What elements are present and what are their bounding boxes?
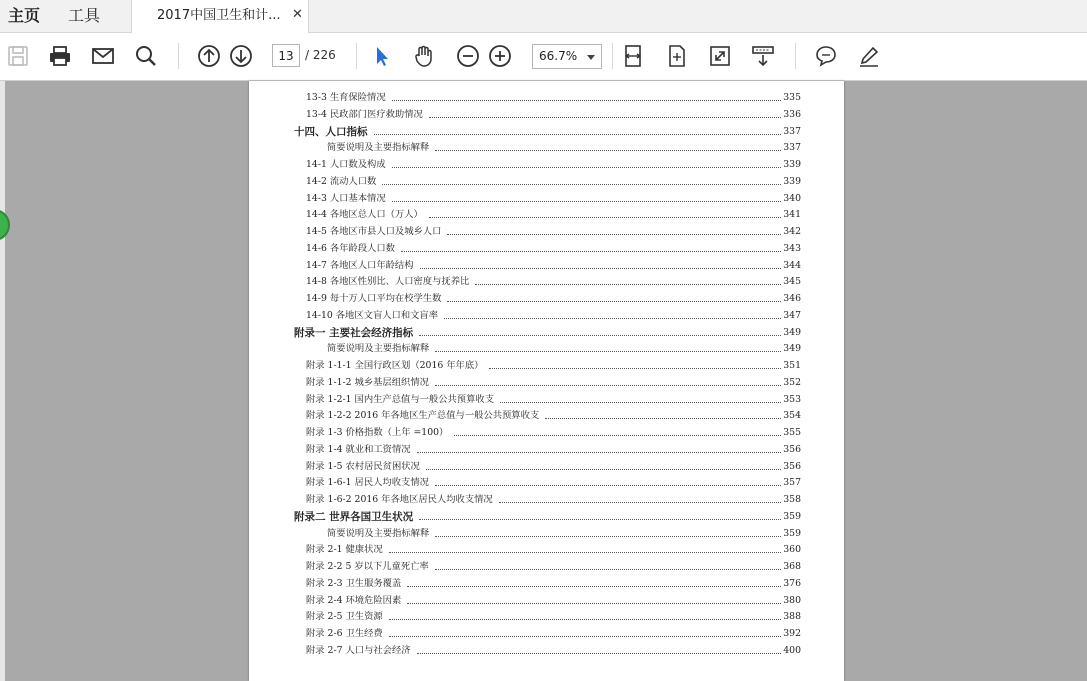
toc-entry-label: 14-6 各年龄段人口数 <box>306 242 395 254</box>
toc-leader-dots <box>435 150 781 151</box>
toc-entry[interactable] <box>249 626 844 642</box>
chevron-down-icon <box>587 55 595 60</box>
toc-leader-dots <box>392 167 781 168</box>
toc-entry[interactable] <box>249 643 844 659</box>
toc-entry[interactable] <box>249 593 844 609</box>
document-page <box>249 81 844 681</box>
toc-entry[interactable] <box>249 224 844 240</box>
toc-leader-dots <box>429 117 781 118</box>
save-icon[interactable] <box>5 43 31 69</box>
toc-leader-dots <box>401 251 781 252</box>
toc-entry-label: 简要说明及主要指标解释 <box>327 527 430 539</box>
toc-entry-label: 十四、人口指标 <box>294 125 368 138</box>
toc-entry-label: 附录 2-3 卫生服务覆盖 <box>306 577 402 589</box>
toc-entry-page: 335 <box>783 92 801 103</box>
toc-entry-page: 400 <box>783 644 801 656</box>
toc-entry-label: 附录二 世界各国卫生状况 <box>294 510 414 523</box>
page-number-input[interactable]: 13 <box>272 44 300 67</box>
toc-leader-dots <box>435 385 781 386</box>
toc-leader-dots <box>417 653 781 654</box>
toc-leader-dots <box>389 552 781 553</box>
toc-entry[interactable] <box>249 526 844 542</box>
toc-entry-label: 附录 2-6 卫生经费 <box>306 628 383 639</box>
toc-entry-page: 345 <box>783 276 801 288</box>
toc-entry[interactable] <box>249 576 844 592</box>
toc-entry-page: 356 <box>783 443 801 455</box>
toc-entry[interactable] <box>249 425 844 441</box>
toc-entry[interactable] <box>249 358 844 374</box>
next-page-icon[interactable] <box>228 43 254 69</box>
tab-document[interactable] <box>131 0 309 33</box>
select-cursor-icon[interactable] <box>369 43 395 69</box>
toolbar-separator <box>795 43 796 69</box>
toc-leader-dots <box>429 217 781 218</box>
zoom-select[interactable] <box>532 44 602 69</box>
toc-entry[interactable] <box>249 442 844 458</box>
toc-entry-label: 14-7 各地区人口年龄结构 <box>306 259 414 271</box>
toc-entry-label: 13-4 民政部门医疗救助情况 <box>306 108 423 120</box>
toc-entry-label: 14-10 各地区文盲人口和文盲率 <box>306 309 439 321</box>
toc-entry-label: 附录 1-2-2 2016 年各地区生产总值与一般公共预算收支 <box>306 410 540 422</box>
toc-entry-page: 351 <box>783 360 801 371</box>
toc-entry-label: 附录 2-4 环境危险因素 <box>306 594 402 606</box>
toc-entry[interactable] <box>249 191 844 207</box>
tab-tools[interactable]: 工具 <box>68 6 101 25</box>
toc-entry[interactable] <box>249 140 844 156</box>
toc-entry-page: 347 <box>783 309 801 321</box>
toc-entry-label: 简要说明及主要指标解释 <box>327 142 430 154</box>
toc-entry[interactable] <box>249 559 844 575</box>
toc-leader-dots <box>392 100 781 101</box>
toc-entry-label: 附录 1-3 价格指数（上年 =100） <box>306 427 449 438</box>
toc-entry-label: 附录 2-7 人口与社会经济 <box>306 644 411 656</box>
toc-entry-label: 14-3 人口基本情况 <box>306 192 386 204</box>
toc-leader-dots <box>444 318 781 319</box>
toolbar-separator <box>178 43 179 69</box>
toc-entry-label: 附录一 主要社会经济指标 <box>294 326 414 339</box>
tab-home[interactable]: 主页 <box>8 6 41 25</box>
toc-entry[interactable] <box>249 308 844 324</box>
toc-entry-page: 368 <box>783 561 801 572</box>
toc-entry-label: 附录 1-2-1 国内生产总值与一般公共预算收支 <box>306 393 494 405</box>
toc-entry-page: 342 <box>783 226 801 237</box>
toc-entry-page: 357 <box>783 477 801 489</box>
toc-entry[interactable] <box>249 241 844 257</box>
toc-entry[interactable] <box>249 475 844 491</box>
toc-entry[interactable] <box>249 341 844 357</box>
toc-leader-dots <box>419 335 781 336</box>
toc-entry[interactable] <box>249 408 844 424</box>
toc-leader-dots <box>447 301 781 302</box>
toc-entry-label: 附录 2-1 健康状况 <box>306 544 383 556</box>
page-total: / 226 <box>305 48 336 62</box>
toc-leader-dots <box>435 536 781 537</box>
toc-entry-label: 附录 1-6-2 2016 年各地区居民人均收支情况 <box>306 494 493 505</box>
toc-entry-label: 附录 1-5 农村居民贫困状况 <box>306 460 420 472</box>
toc-entry-page: 353 <box>783 393 801 405</box>
toc-entry[interactable] <box>249 542 844 558</box>
toc-entry-label: 附录 2-2 5 岁以下儿童死亡率 <box>306 561 429 572</box>
toc-entry-page: 356 <box>783 460 801 472</box>
toc-entry[interactable] <box>249 609 844 625</box>
toc-leader-dots <box>417 452 781 453</box>
scroll-mode-icon[interactable] <box>750 43 776 69</box>
toc-section[interactable] <box>249 325 844 341</box>
toolbar-separator <box>612 43 613 69</box>
toc-entry-label: 14-2 流动人口数 <box>306 175 377 187</box>
toc-leader-dots <box>500 402 781 403</box>
toc-leader-dots <box>489 368 781 369</box>
toc-entry-page: 339 <box>783 175 801 187</box>
toc-entry-page: 392 <box>783 628 801 639</box>
zoom-value: 66.7% <box>539 49 578 63</box>
toc-entry-page: 354 <box>783 410 801 422</box>
toc-leader-dots <box>435 569 781 570</box>
toc-leader-dots <box>454 435 781 436</box>
toc-entry-page: 341 <box>783 209 801 221</box>
toc-entry-label: 13-3 生育保险情况 <box>306 92 386 103</box>
toc-entry-page: 359 <box>783 510 801 522</box>
search-icon[interactable] <box>133 43 159 69</box>
toc-entry-label: 附录 2-5 卫生资源 <box>306 611 383 623</box>
toc-entry-page: 336 <box>783 108 801 120</box>
toc-entry-page: 380 <box>783 594 801 606</box>
toc-entry-label: 附录 1-1-2 城乡基层组织情况 <box>306 376 429 388</box>
toc-entry[interactable] <box>249 492 844 508</box>
toc-entry-label: 附录 1-6-1 居民人均收支情况 <box>306 477 429 489</box>
toc-leader-dots <box>389 636 781 637</box>
toc-entry-page: 388 <box>783 611 801 623</box>
toc-leader-dots <box>435 351 781 352</box>
toc-entry-page: 355 <box>783 427 801 438</box>
toc-entry-page: 360 <box>783 544 801 556</box>
toc-leader-dots <box>499 502 781 503</box>
fit-width-icon[interactable] <box>620 43 646 69</box>
hand-tool-icon[interactable] <box>411 43 437 69</box>
toc-entry-label: 14-9 每十万人口平均在校学生数 <box>306 293 442 304</box>
toc-entry[interactable] <box>249 274 844 290</box>
toc-leader-dots <box>389 619 781 620</box>
email-icon[interactable] <box>90 43 116 69</box>
toc-entry-page: 337 <box>783 142 801 154</box>
toc-leader-dots <box>435 485 781 486</box>
toc-entry-page: 358 <box>783 494 801 505</box>
zoom-in-icon[interactable] <box>487 43 513 69</box>
full-screen-icon[interactable] <box>707 43 733 69</box>
toc-entry-page: 343 <box>783 242 801 254</box>
toc-leader-dots <box>407 586 781 587</box>
toc-entry-label: 附录 1-4 就业和工资情况 <box>306 443 411 455</box>
toc-entry[interactable] <box>249 174 844 190</box>
toc-entry-label: 14-4 各地区总人口（万人） <box>306 209 423 221</box>
toc-entry[interactable] <box>249 90 844 106</box>
toc-entry-page: 359 <box>783 527 801 539</box>
toc-entry[interactable] <box>249 392 844 408</box>
toc-entry[interactable] <box>249 459 844 475</box>
toc-entry-label: 14-8 各地区性别比、人口密度与抚养比 <box>306 276 470 288</box>
toc-leader-dots <box>407 603 781 604</box>
toc-entry[interactable] <box>249 107 844 123</box>
tab-bar <box>0 0 1087 33</box>
toc-leader-dots <box>392 201 781 202</box>
fit-page-icon[interactable] <box>664 43 690 69</box>
zoom-out-icon[interactable] <box>455 43 481 69</box>
tab-document-label: 2017中国卫生和计... <box>157 8 281 23</box>
comment-icon[interactable] <box>813 43 839 69</box>
toolbar-separator <box>356 43 357 69</box>
toc-leader-dots <box>475 284 781 285</box>
toc-leader-dots <box>447 234 781 235</box>
toc-entry-label: 14-5 各地区市县人口及城乡人口 <box>306 226 442 237</box>
toc-entry-page: 349 <box>783 326 801 338</box>
toc-leader-dots <box>419 519 781 520</box>
toc-entry[interactable] <box>249 258 844 274</box>
toc-entry-page: 337 <box>783 125 801 137</box>
previous-page-icon[interactable] <box>196 43 222 69</box>
toc-entry[interactable] <box>249 157 844 173</box>
toc-section[interactable] <box>249 509 844 525</box>
close-tab-icon[interactable]: ✕ <box>292 7 303 22</box>
toc-entry[interactable] <box>249 207 844 223</box>
toc-entry-page: 346 <box>783 293 801 304</box>
toc-entry-page: 349 <box>783 343 801 355</box>
left-panel-strip <box>0 81 5 681</box>
toc-entry-label: 简要说明及主要指标解释 <box>327 343 430 355</box>
toc-entry-page: 340 <box>783 192 801 204</box>
toc-entry-page: 344 <box>783 259 801 271</box>
toc-section[interactable] <box>249 124 844 140</box>
toc-leader-dots <box>545 418 781 419</box>
highlight-pen-icon[interactable] <box>856 43 882 69</box>
toolbar <box>0 33 1087 81</box>
toc-entry-label: 14-1 人口数及构成 <box>306 159 386 170</box>
print-icon[interactable] <box>47 43 73 69</box>
toc-leader-dots <box>426 469 781 470</box>
toc-entry[interactable] <box>249 291 844 307</box>
toc-leader-dots <box>420 268 781 269</box>
toc-leader-dots <box>374 134 781 135</box>
toc-entry-page: 352 <box>783 376 801 388</box>
toc-leader-dots <box>382 184 781 185</box>
toc-entry-page: 339 <box>783 159 801 170</box>
toc-entry-label: 附录 1-1-1 全国行政区划（2016 年年底） <box>306 360 484 371</box>
toc-entry[interactable] <box>249 375 844 391</box>
toc-entry-page: 376 <box>783 577 801 589</box>
